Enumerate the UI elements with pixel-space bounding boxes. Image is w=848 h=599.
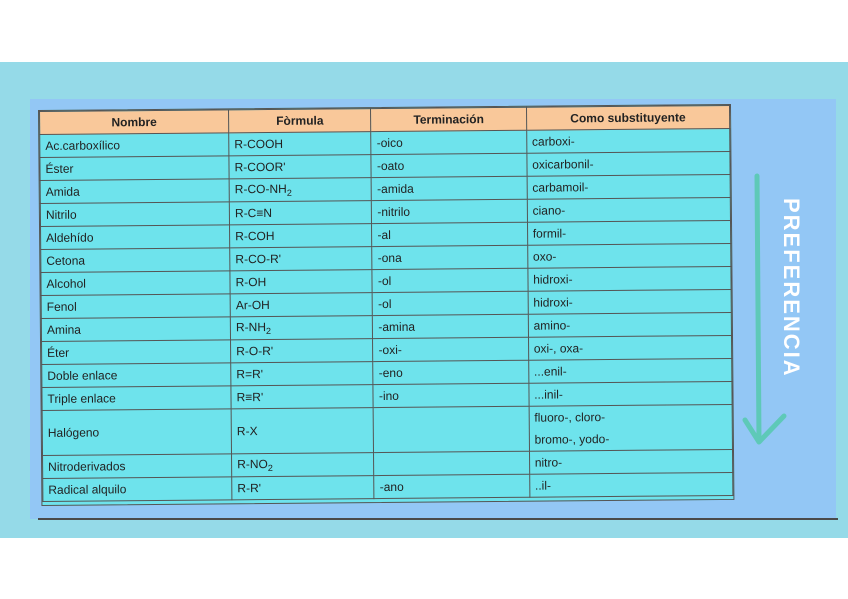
cell-nombre: Ac.carboxílico [40,133,229,158]
cell-formula [231,362,374,386]
cell-terminacion: -amida [372,176,527,200]
cell-substituyente [529,472,733,497]
cell-terminacion: -ino [373,383,528,407]
substituyente-line: hidroxi- [533,272,573,287]
cell-substituyente [527,243,731,268]
cell-substituyente [528,358,732,383]
cell-terminacion: -oato [371,153,526,177]
cell-substituyente [528,312,732,337]
formula-subscript: 2 [267,462,273,474]
formula-text: R=R' [236,367,264,382]
cell-terminacion: -amina [373,314,528,338]
cell-substituyente [529,404,733,451]
cell-substituyente [529,449,733,474]
substituyente-line: ...enil- [533,364,567,379]
cell-nombre: Halógeno [42,409,231,456]
cell-formula [229,132,372,156]
cell-substituyente [527,174,731,199]
substituyente-line: ...inil- [534,387,563,402]
formula-subscript: 2 [265,325,272,337]
formula-text: R-COOH [234,136,284,152]
cell-terminacion: -ano [374,474,529,498]
preference-label: PREFERENCIA [779,198,804,378]
substituyente-line: oxicarbonil- [532,157,594,172]
cell-nombre: Éter [42,340,231,365]
formula-subscript: 2 [286,187,292,198]
formula-text: R-O-R' [236,343,274,359]
cell-nombre: Triple enlace [42,386,231,411]
cell-terminacion: -ol [373,291,528,315]
substituyente-line: amino- [533,318,571,333]
table-body [40,128,733,501]
cell-terminacion: -oico [371,130,526,154]
cell-substituyente [528,335,732,360]
cell-formula [230,247,373,271]
cell-nombre: Amida [40,179,229,204]
header-nombre: Nombre [40,110,229,135]
substituyente-line: oxi-, oxa- [533,341,584,356]
formula-text: R-COH [235,228,275,244]
cell-formula [231,339,374,363]
substituyente-line: bromo-, yodo- [534,432,610,447]
cell-terminacion: -al [372,222,527,246]
table-row [42,404,732,455]
cell-terminacion [374,451,529,475]
cell-terminacion: -ol [372,268,527,292]
bottom-divider [38,518,838,520]
cell-substituyente [529,381,733,406]
cell-nombre: Fenol [41,294,230,319]
cell-nombre: Éster [40,156,229,181]
formula-text: R-CO-NH [234,181,287,197]
cell-formula [229,201,372,225]
header-terminacion: Terminación [371,107,526,131]
substituyente-line: carbamoil- [532,180,589,195]
formula-text: R-CO-R' [235,251,282,267]
cell-substituyente [527,197,731,222]
formula-text: R-X [236,424,258,439]
substituyente-line: nitro- [534,455,563,470]
cell-formula [231,408,374,454]
cell-nombre: Cetona [41,248,230,273]
cell-terminacion: -oxi- [373,337,528,361]
cell-nombre: Doble enlace [42,363,231,388]
substituyente-line: fluoro-, cloro- [534,410,606,425]
cell-nombre: Alcohol [41,271,230,296]
cell-formula [230,270,373,294]
substituyente-line: ..il- [534,478,552,493]
formula-text: R-COOR' [234,159,286,175]
cell-substituyente [527,151,731,176]
formula-text: R-NO [237,457,268,472]
cell-substituyente [528,266,732,291]
substituyente-line: hidroxi- [533,295,573,310]
cell-nombre: Nitrilo [40,202,229,227]
cell-substituyente [528,289,732,314]
cell-nombre: Nitroderivados [43,454,232,479]
cell-formula [229,178,372,202]
cell-formula [232,453,375,477]
cell-formula [230,224,373,248]
cell-substituyente [527,220,731,245]
cell-terminacion: -ona [372,245,527,269]
functional-groups-table [39,105,733,502]
table-row [43,472,733,501]
formula-text: R-R' [237,481,262,496]
substituyente-line: ciano- [532,203,566,218]
substituyente-line: oxo- [532,249,557,264]
cell-terminacion: -nitrilo [372,199,527,223]
cell-formula [230,316,373,340]
substituyente-line: formil- [532,226,567,241]
cell-formula [230,293,373,317]
cell-formula [231,385,374,409]
cell-formula [229,155,372,179]
header-formula: Fòrmula [229,109,372,133]
cell-substituyente [526,128,730,153]
substituyente-line: carboxi- [531,134,575,149]
formula-text: R≡R' [236,390,264,405]
cell-terminacion: -eno [373,360,528,384]
cell-terminacion [374,406,530,452]
formula-text: Ar-OH [235,297,270,313]
formula-text: R-OH [235,275,267,290]
cell-nombre: Amina [41,317,230,342]
functional-groups-table-card [38,104,734,506]
formula-text: R-NH [235,320,267,335]
header-substituyente: Como substituyente [526,105,730,130]
formula-text: R-C≡N [234,205,273,221]
cell-nombre: Aldehído [41,225,230,250]
cell-nombre: Radical alquilo [43,477,232,502]
cell-formula [232,476,375,500]
